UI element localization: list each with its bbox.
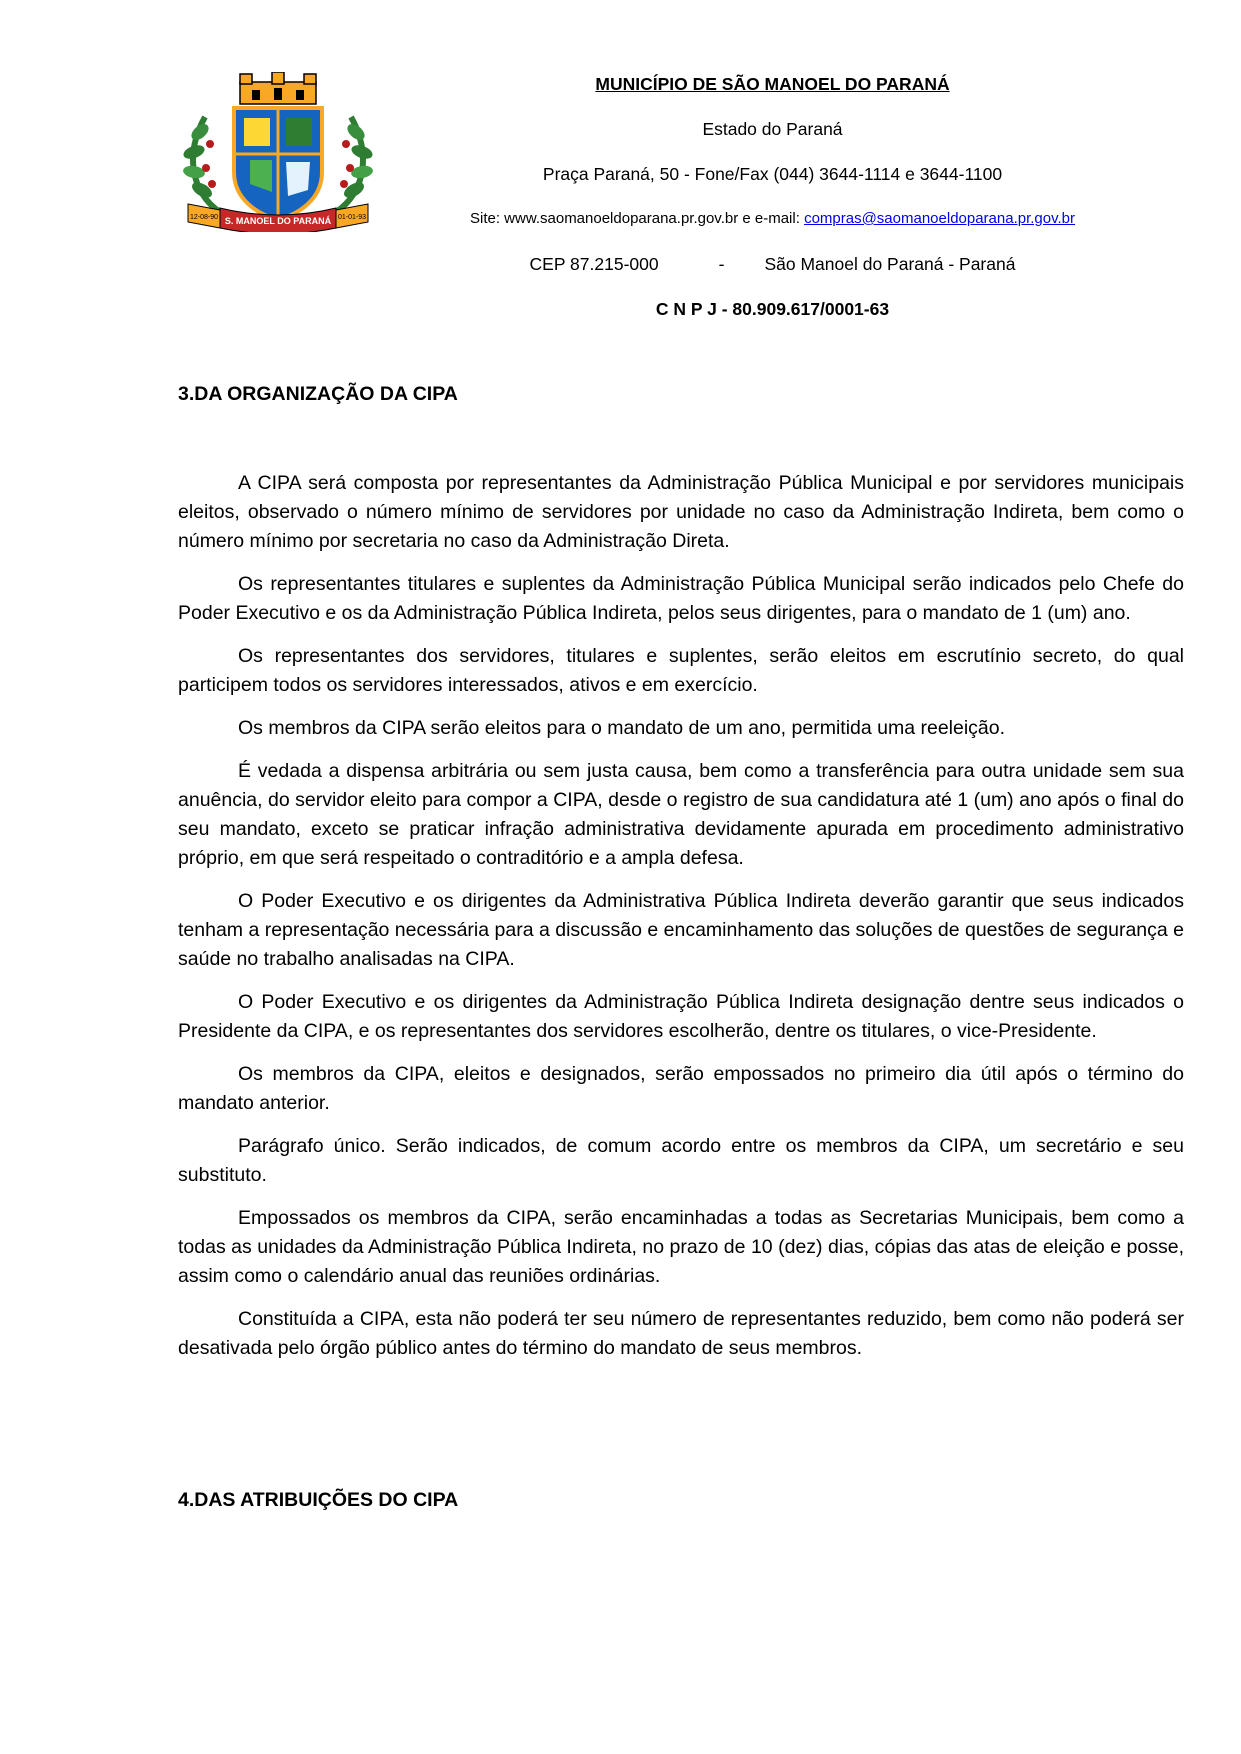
section-3-title: 3.DA ORGANIZAÇÃO DA CIPA: [178, 383, 458, 405]
cep-line: [400, 254, 1145, 274]
address-line: Praça Paraná, 50 - Fone/Fax (044) 3644-1114 e 3644-1100: [542, 164, 1003, 184]
paragraph: Os membros da CIPA, eleitos e designados, serão empossados no primeiro dia útil após o término do mandato anterior.: [178, 1063, 1184, 1114]
municipality-title: MUNICÍPIO DE SÃO MANOEL DO PARANÁ: [595, 74, 950, 94]
cep-separator: -: [718, 254, 725, 274]
site-email-line: [400, 209, 1145, 229]
paragraph: Os membros da CIPA serão eleitos para o mandato de um ano, permitida uma reeleição.: [238, 717, 1006, 739]
section-3-paragraphs: [178, 469, 1184, 1377]
coat-of-arms-icon: [180, 72, 376, 232]
site-text: Site: www.saomanoeldoparana.pr.gov.br e e-mail:: [469, 210, 805, 227]
letterhead: [400, 74, 1145, 344]
ribbon-left-date: 12-08-90: [189, 214, 219, 221]
paragraph: O Poder Executivo e os dirigentes da Administrativa Pública Indireta deverão garantir que seus indicados tenham a representação necessária para a discussão e encaminhamento das soluções de questões de segurança e saúde no trabalho analisadas na CIPA.: [178, 890, 1184, 970]
email-link[interactable]: compras@saomanoeldoparana.pr.gov.br: [804, 210, 1075, 227]
paragraph: Constituída a CIPA, esta não poderá ter seu número de representantes reduzido, bem como não poderá ser desativada pelo órgão público antes do término do mandato de seus membros.: [178, 1308, 1184, 1359]
ribbon-text: S. MANOEL DO PARANÁ: [224, 216, 332, 226]
cep-text: CEP 87.215-000: [529, 254, 659, 274]
paragraph: É vedada a dispensa arbitrária ou sem justa causa, bem como a transferência para outra unidade sem sua anuência, do servidor eleito para compor a CIPA, desde o registro de sua candidatura até 1 (um) ano após o final do seu mandato, exceto se praticar infração administrativa devidamente apurada em procedimento administrativo próprio, em que será respeitado o contraditório e a ampla defesa.: [178, 760, 1184, 869]
paragraph: Empossados os membros da CIPA, serão encaminhadas a todas as Secretarias Municipais, bem como a todas as unidades da Administração Pública Indireta, no prazo de 10 (dez) dias, cópias das atas de eleição e posse, assim como o calendário anual das reuniões ordinárias.: [178, 1207, 1184, 1287]
cnpj-line: C N P J - 80.909.617/0001-63: [655, 299, 890, 319]
section-4-title: 4.DAS ATRIBUIÇÕES DO CIPA: [178, 1489, 459, 1511]
ribbon-right-date: 01-01-93: [337, 214, 367, 221]
municipal-coat-of-arms: [180, 72, 376, 232]
paragraph: Parágrafo único. Serão indicados, de comum acordo entre os membros da CIPA, um secretário e seu substituto.: [178, 1135, 1184, 1186]
paragraph: A CIPA será composta por representantes da Administração Pública Municipal e por servidores municipais eleitos, observado o número mínimo de servidores por unidade no caso da Administração Indireta, bem como o número mínimo por secretaria no caso da Administração Direta.: [178, 472, 1184, 552]
city-text: São Manoel do Paraná - Paraná: [764, 254, 1016, 274]
paragraph: O Poder Executivo e os dirigentes da Administração Pública Indireta designação dentre seus indicados o Presidente da CIPA, e os representantes dos servidores escolherão, dentre os titulares, o vice-Presidente.: [178, 991, 1184, 1042]
paragraph: Os representantes titulares e suplentes da Administração Pública Municipal serão indicados pelo Chefe do Poder Executivo e os da Administração Pública Indireta, pelos seus dirigentes, para o mandato de 1 (um) ano.: [178, 573, 1184, 624]
state-line: Estado do Paraná: [702, 119, 843, 139]
paragraph: Os representantes dos servidores, titulares e suplentes, serão eleitos em escrutínio secreto, do qual participem todos os servidores interessados, ativos e em exercício.: [178, 645, 1184, 696]
